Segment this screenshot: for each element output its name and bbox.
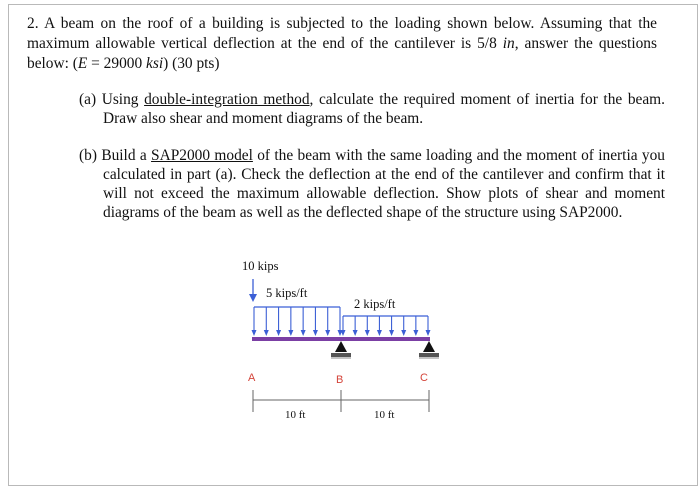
udl-right-arrow-head [365, 330, 370, 336]
udl-right-load [341, 316, 431, 336]
udl-right-arrow-head [389, 330, 394, 336]
point-load-arrow-head [249, 294, 257, 302]
udl-left-arrow-head [301, 330, 306, 336]
udl-right-arrow-head [401, 330, 406, 336]
udl-left-arrow-head [288, 330, 293, 336]
udl-right-arrow-head [377, 330, 382, 336]
support-b [331, 341, 351, 358]
problem-statement: 2. A beam on the roof of a building is subjected to the loading shown below. Assuming that the maximum allowable vertical deflection at the end of the cantilever is 5/8 in, answer the questions below: (E = 29000 ksi) (30 pts) [27, 15, 658, 72]
udl-left-arrow-head [313, 330, 318, 336]
udl-left-arrow-head [325, 330, 330, 336]
udl-right-arrow-head [353, 330, 358, 336]
span-ab-label: 10 ft [285, 409, 306, 421]
udl-right-arrow-head [413, 330, 418, 336]
part-b: (b) Build a SAP2000 model of the beam with the same loading and the moment of inertia you calculated in part (a). Check the deflection at the end of the cantilever and confirm that it will not exceed the maximum allowable deflection. Show plots of shear and moment diagrams of the beam as well as the deflected shape of the structure using SAP2000. [79, 147, 665, 221]
problem-number: 2. [27, 15, 39, 32]
double-integration-link: double-integration method [144, 91, 310, 108]
point-load-label: 10 kips [242, 259, 279, 273]
udl-left-label: 5 kips/ft [266, 286, 308, 300]
dimension-lines [253, 390, 429, 412]
modulus-value: 29000 [103, 55, 143, 72]
udl-left-load [252, 307, 343, 336]
udl-left-arrow-head [264, 330, 269, 336]
udl-left-arrow-head [276, 330, 281, 336]
support-c [419, 341, 439, 358]
point-b-label: B [336, 374, 344, 386]
span-bc-label: 10 ft [374, 409, 395, 421]
point-a-label: A [248, 372, 256, 384]
part-a: (a) Using double-integration method, calculate the required moment of inertia for the beam. Draw also shear and moment diagrams of the beam. [79, 91, 665, 127]
udl-right-arrow-head [426, 330, 431, 336]
udl-right-label: 2 kips/ft [354, 297, 396, 311]
deflection-limit: 5/8 [477, 35, 497, 52]
udl-left-arrow-head [252, 330, 257, 336]
sap2000-model-link: SAP2000 model [151, 147, 253, 164]
point-c-label: C [420, 372, 428, 384]
